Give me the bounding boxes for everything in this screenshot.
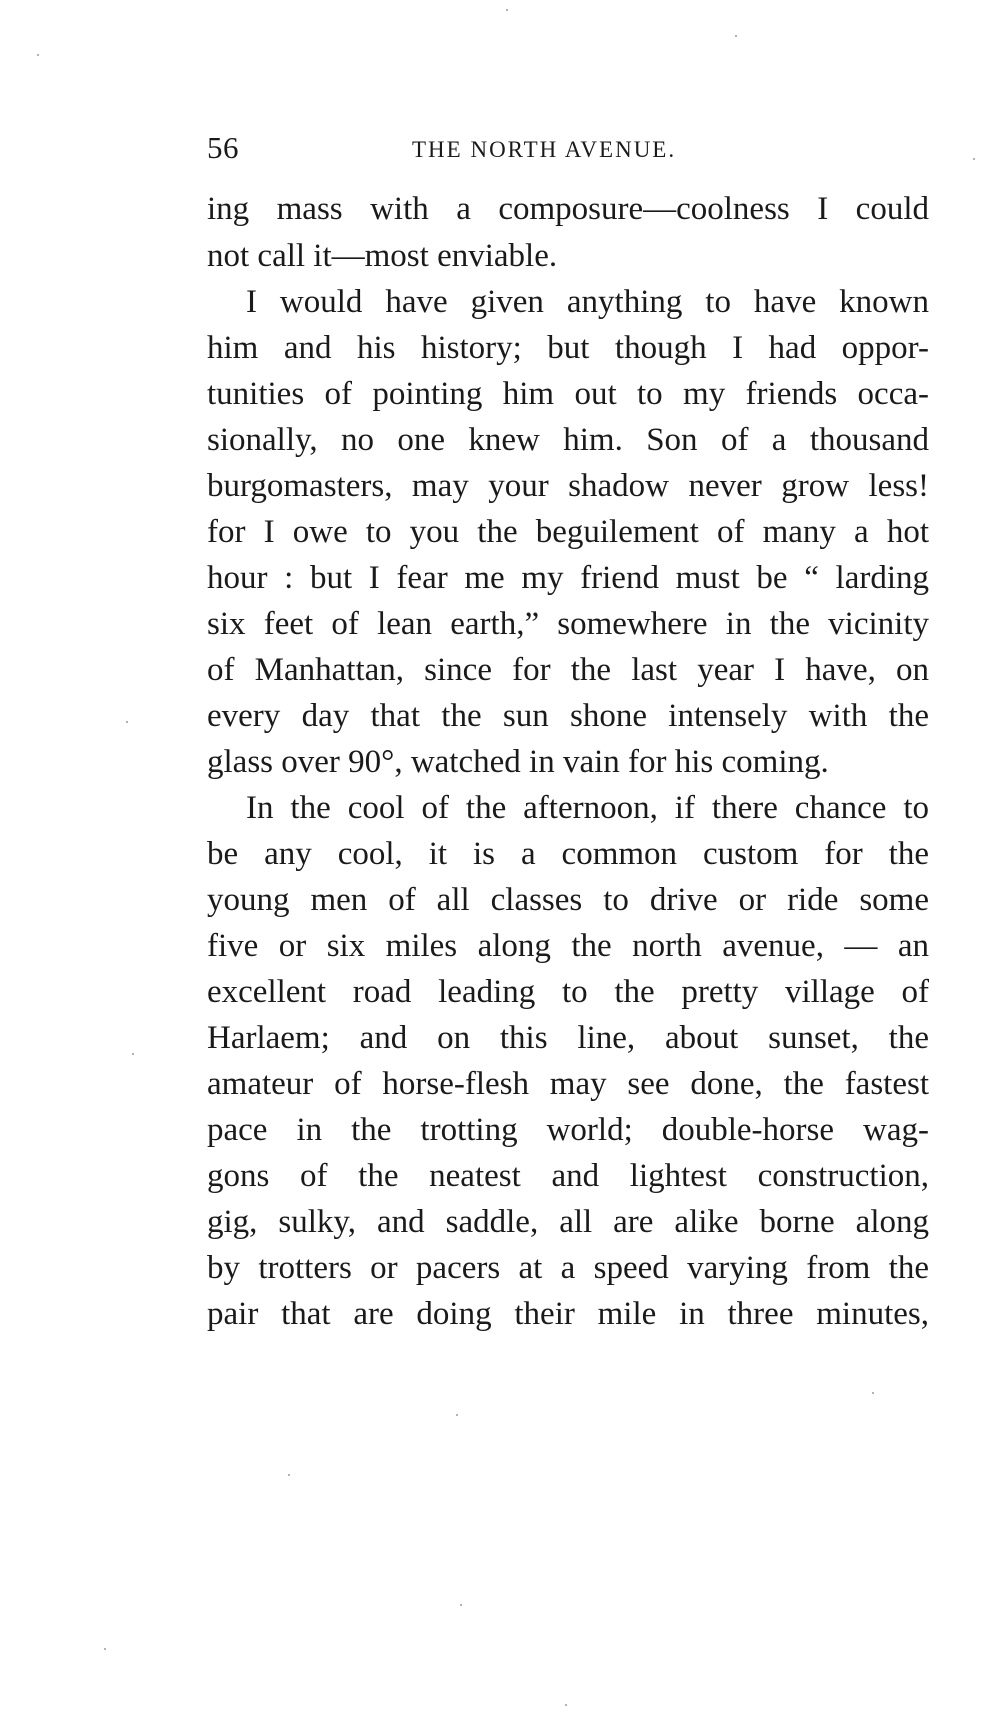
running-title: THE NORTH AVENUE. bbox=[412, 137, 677, 162]
text-line: six feet of lean earth,” somewhere in the vicinity bbox=[207, 606, 929, 642]
scan-speck bbox=[973, 158, 975, 160]
text-line: every day that the sun shone intensely with the bbox=[207, 698, 929, 734]
text-line: glass over 90°, watched in vain for his coming. bbox=[207, 744, 829, 780]
text-line: In the cool of the afternoon, if there chance to bbox=[246, 790, 929, 826]
text-line: be any cool, it is a common custom for the bbox=[207, 836, 929, 872]
text-line: hour : but I fear me my friend must be “ larding bbox=[207, 560, 929, 596]
text-line: gons of the neatest and lightest construction, bbox=[207, 1158, 929, 1194]
text-line: gig, sulky, and saddle, all are alike borne along bbox=[207, 1204, 929, 1240]
text-line: excellent road leading to the pretty village of bbox=[207, 974, 929, 1010]
scan-speck bbox=[565, 1704, 567, 1706]
text-line: of Manhattan, since for the last year I have, on bbox=[207, 652, 929, 688]
scan-speck bbox=[872, 1392, 874, 1394]
scan-speck bbox=[456, 1414, 458, 1416]
text-line: for I owe to you the beguilement of many a hot bbox=[207, 514, 929, 550]
scan-speck bbox=[132, 1053, 134, 1055]
scan-speck bbox=[288, 1474, 290, 1476]
scan-speck bbox=[126, 721, 128, 723]
text-line: amateur of horse-flesh may see done, the fastest bbox=[207, 1066, 929, 1102]
scan-speck bbox=[506, 9, 508, 11]
text-line: five or six miles along the north avenue, — an bbox=[207, 928, 929, 964]
text-line: sionally, no one knew him. Son of a thousand bbox=[207, 422, 929, 458]
text-line: him and his history; but though I had oppor- bbox=[207, 330, 929, 366]
page-number: 56 bbox=[207, 130, 239, 165]
text-line: pair that are doing their mile in three minutes, bbox=[207, 1296, 929, 1332]
text-line: by trotters or pacers at a speed varying from the bbox=[207, 1250, 929, 1286]
text-line: I would have given anything to have known bbox=[246, 284, 929, 320]
scan-speck bbox=[460, 1604, 462, 1606]
text-line: tunities of pointing him out to my friends occa- bbox=[207, 376, 929, 412]
text-line: Harlaem; and on this line, about sunset, the bbox=[207, 1020, 929, 1056]
running-head bbox=[207, 128, 929, 168]
text-line: not call it—most enviable. bbox=[207, 238, 558, 274]
text-line: burgomasters, may your shadow never grow less! bbox=[207, 468, 929, 504]
scan-speck bbox=[37, 54, 39, 56]
text-line: young men of all classes to drive or ride some bbox=[207, 882, 929, 918]
text-line: pace in the trotting world; double-horse wag- bbox=[207, 1112, 929, 1148]
text-line: ing mass with a composure—coolness I could bbox=[207, 191, 929, 227]
scan-speck bbox=[104, 1648, 106, 1650]
scan-speck bbox=[735, 35, 737, 37]
